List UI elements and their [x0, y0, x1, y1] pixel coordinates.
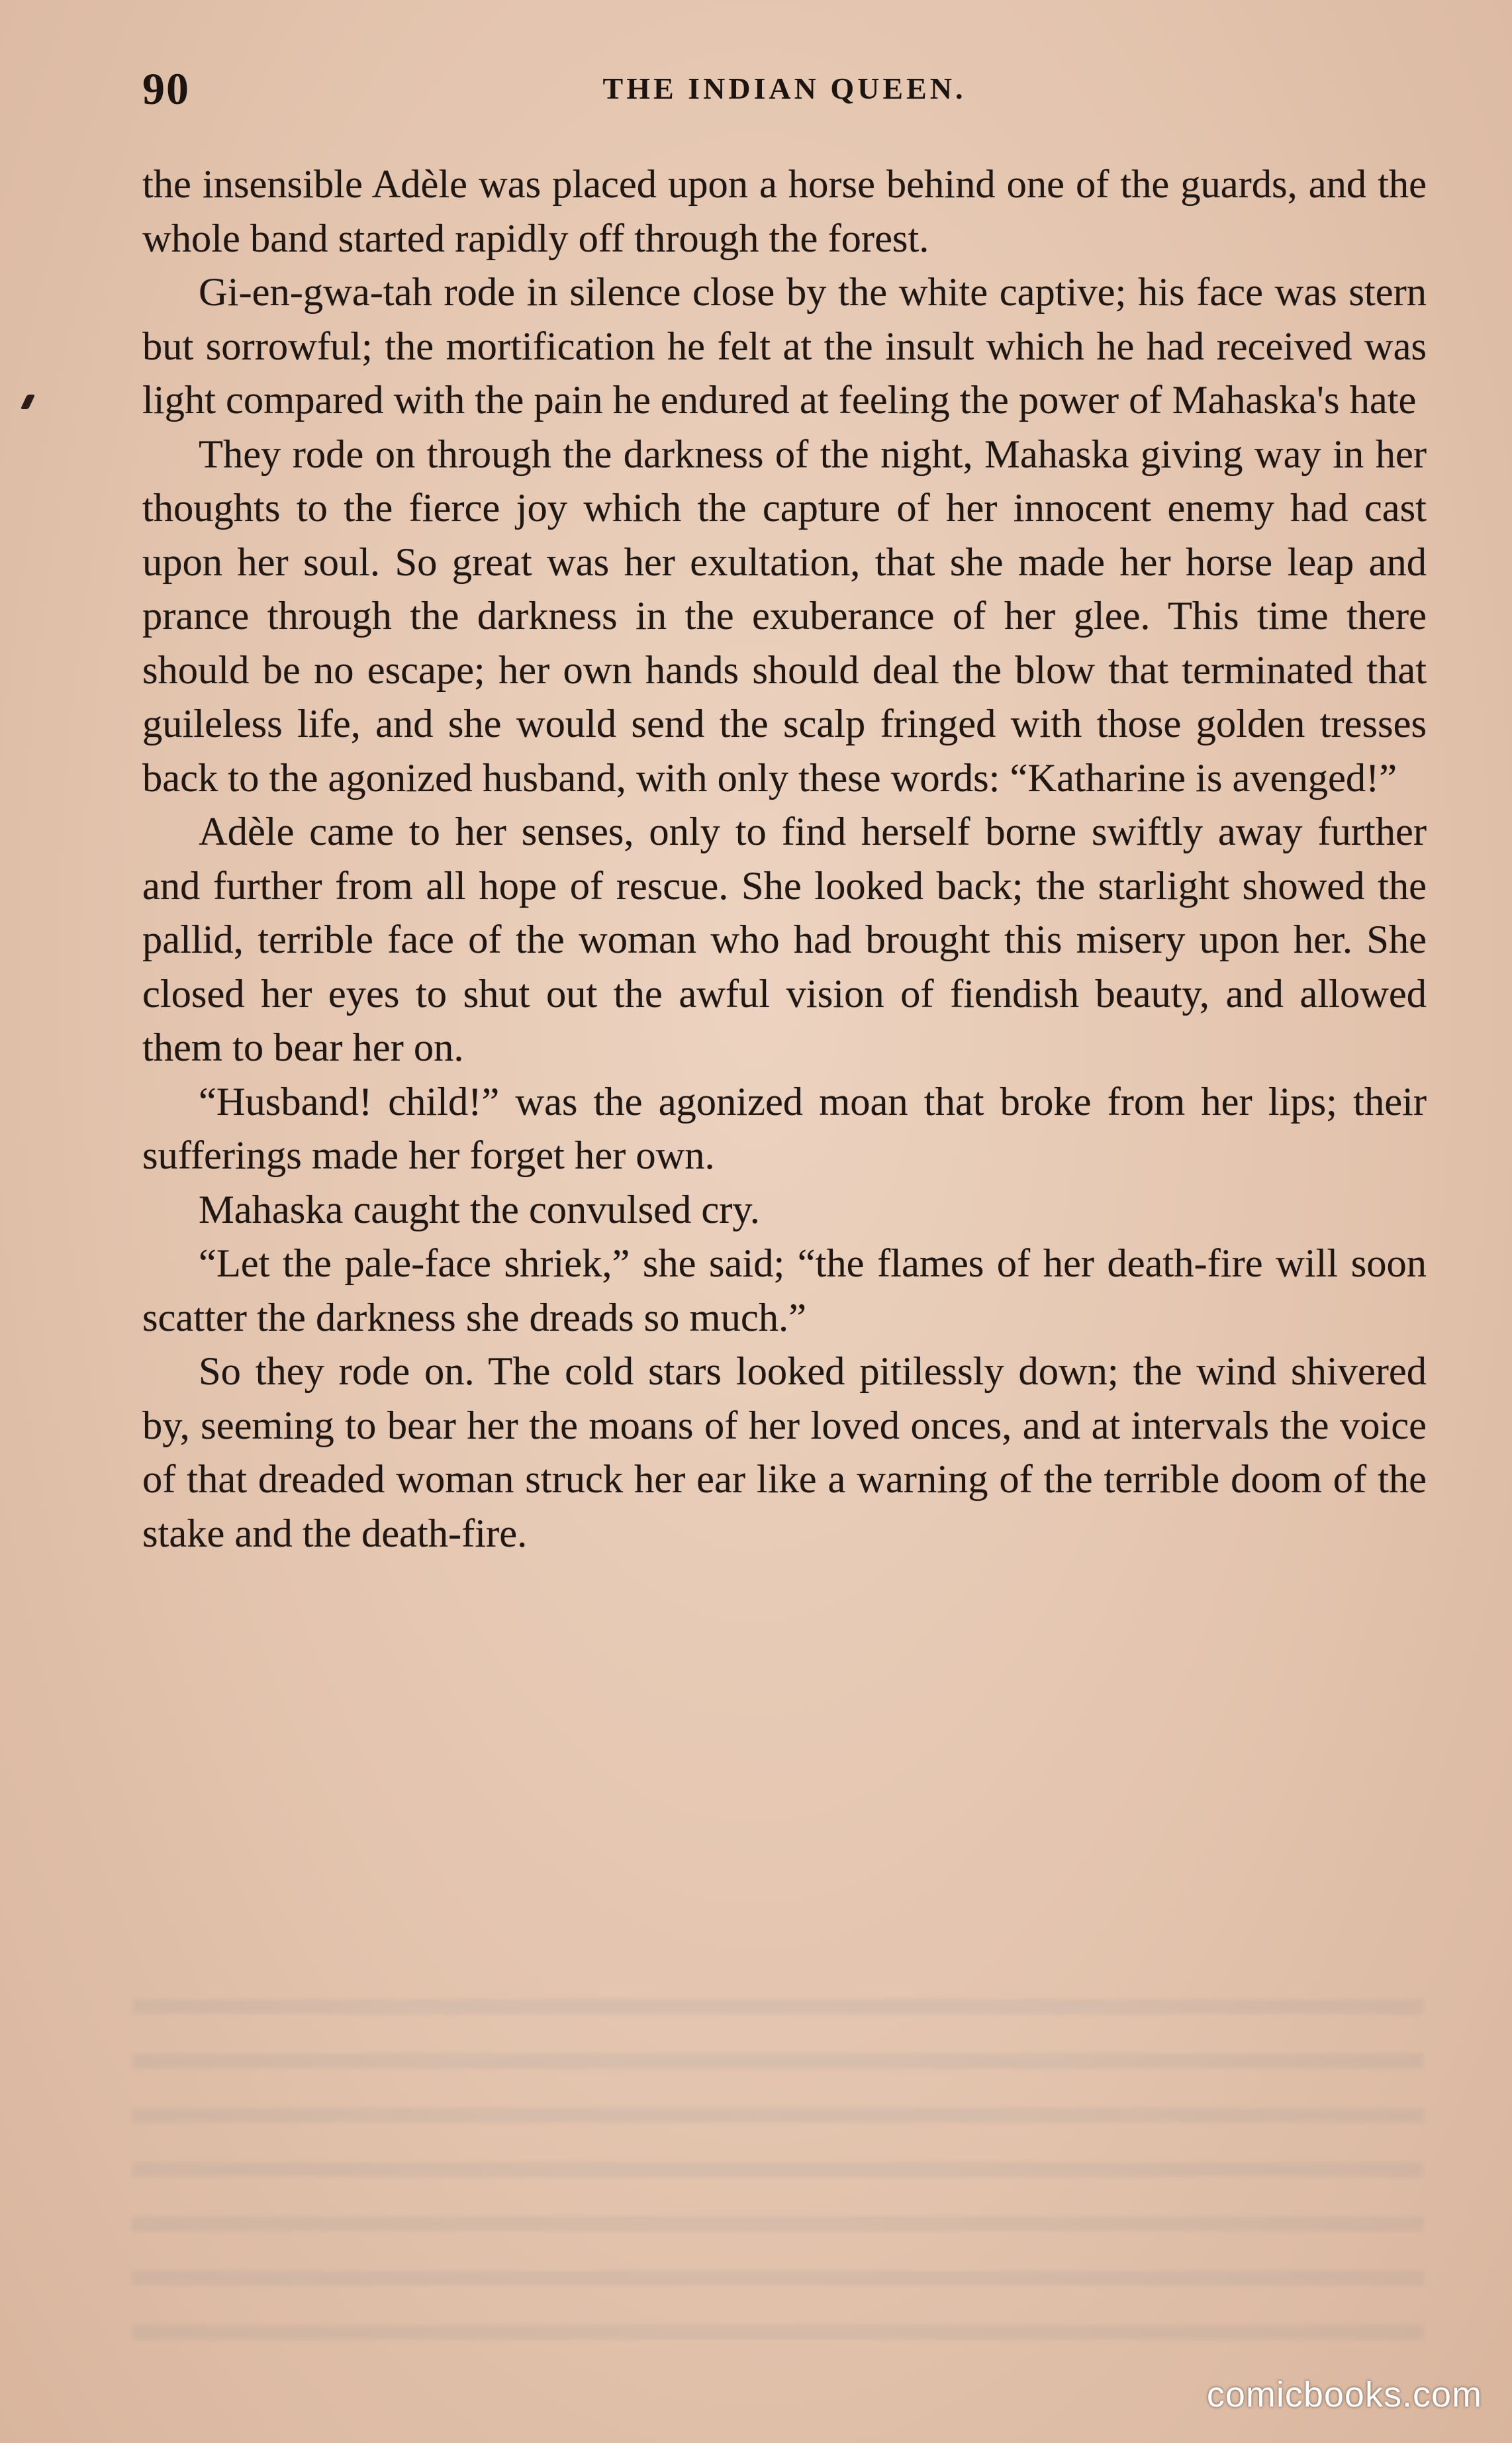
page-number: 90: [142, 64, 190, 114]
body-text: [142, 158, 1427, 1560]
watermark: comicbooks.com: [1206, 2375, 1482, 2415]
paragraph: Adèle came to her senses, only to find herself borne swiftly away further and further from all hope of rescue. She looked back; the starlight showed the pallid, terrible face of the woman who had brought this misery upon her. She closed her eyes to shut out the awful vision of fiendish beauty, and allowed them to bear her on.: [142, 810, 1427, 1070]
paragraph: Gi-en-gwa-tah rode in silence close by the white captive; his face was stern but sorrowful; the mortification he felt at the insult which he had received was light compared with the pain he endured at feeling the power of Mahaska's hate: [142, 270, 1427, 422]
paragraph: Mahaska caught the convulsed cry.: [199, 1187, 760, 1232]
page-header: [142, 63, 1427, 116]
paragraph: “Husband! child!” was the agonized moan that broke from her lips; their sufferings made her forget her own.: [142, 1079, 1427, 1178]
paragraph: So they rode on. The cold stars looked pitilessly down; the wind shivered by, seeming to bear her the moans of her loved onces, and at intervals the voice of that dreaded woman struck her ear like a warning of the terrible doom of the stake and the death-fire.: [142, 1349, 1427, 1556]
paragraph: the insensible Adèle was placed upon a horse behind one of the guards, and the whole band started rapidly off through the forest.: [142, 162, 1427, 261]
paragraph: They rode on through the darkness of the night, Mahaska giving way in her thoughts to the fierce joy which the capture of her innocent enemy had cast upon her soul. So great was her exultation, that she made her horse leap and prance through the darkness in the exuberance of her glee. This time there should be no escape; her own hands should deal the blow that terminated that guileless life, and she would send the scalp fringed with those golden tresses back to the agonized husband, with only these words: “Katharine is avenged!”: [142, 432, 1427, 800]
show-through-text: [132, 1973, 1423, 2344]
margin-mark: [21, 395, 35, 409]
running-head: THE INDIAN QUEEN.: [602, 72, 967, 105]
paragraph: “Let the pale-face shriek,” she said; “the flames of her death-fire will soon scatter the darkness she dreads so much.”: [142, 1241, 1427, 1340]
